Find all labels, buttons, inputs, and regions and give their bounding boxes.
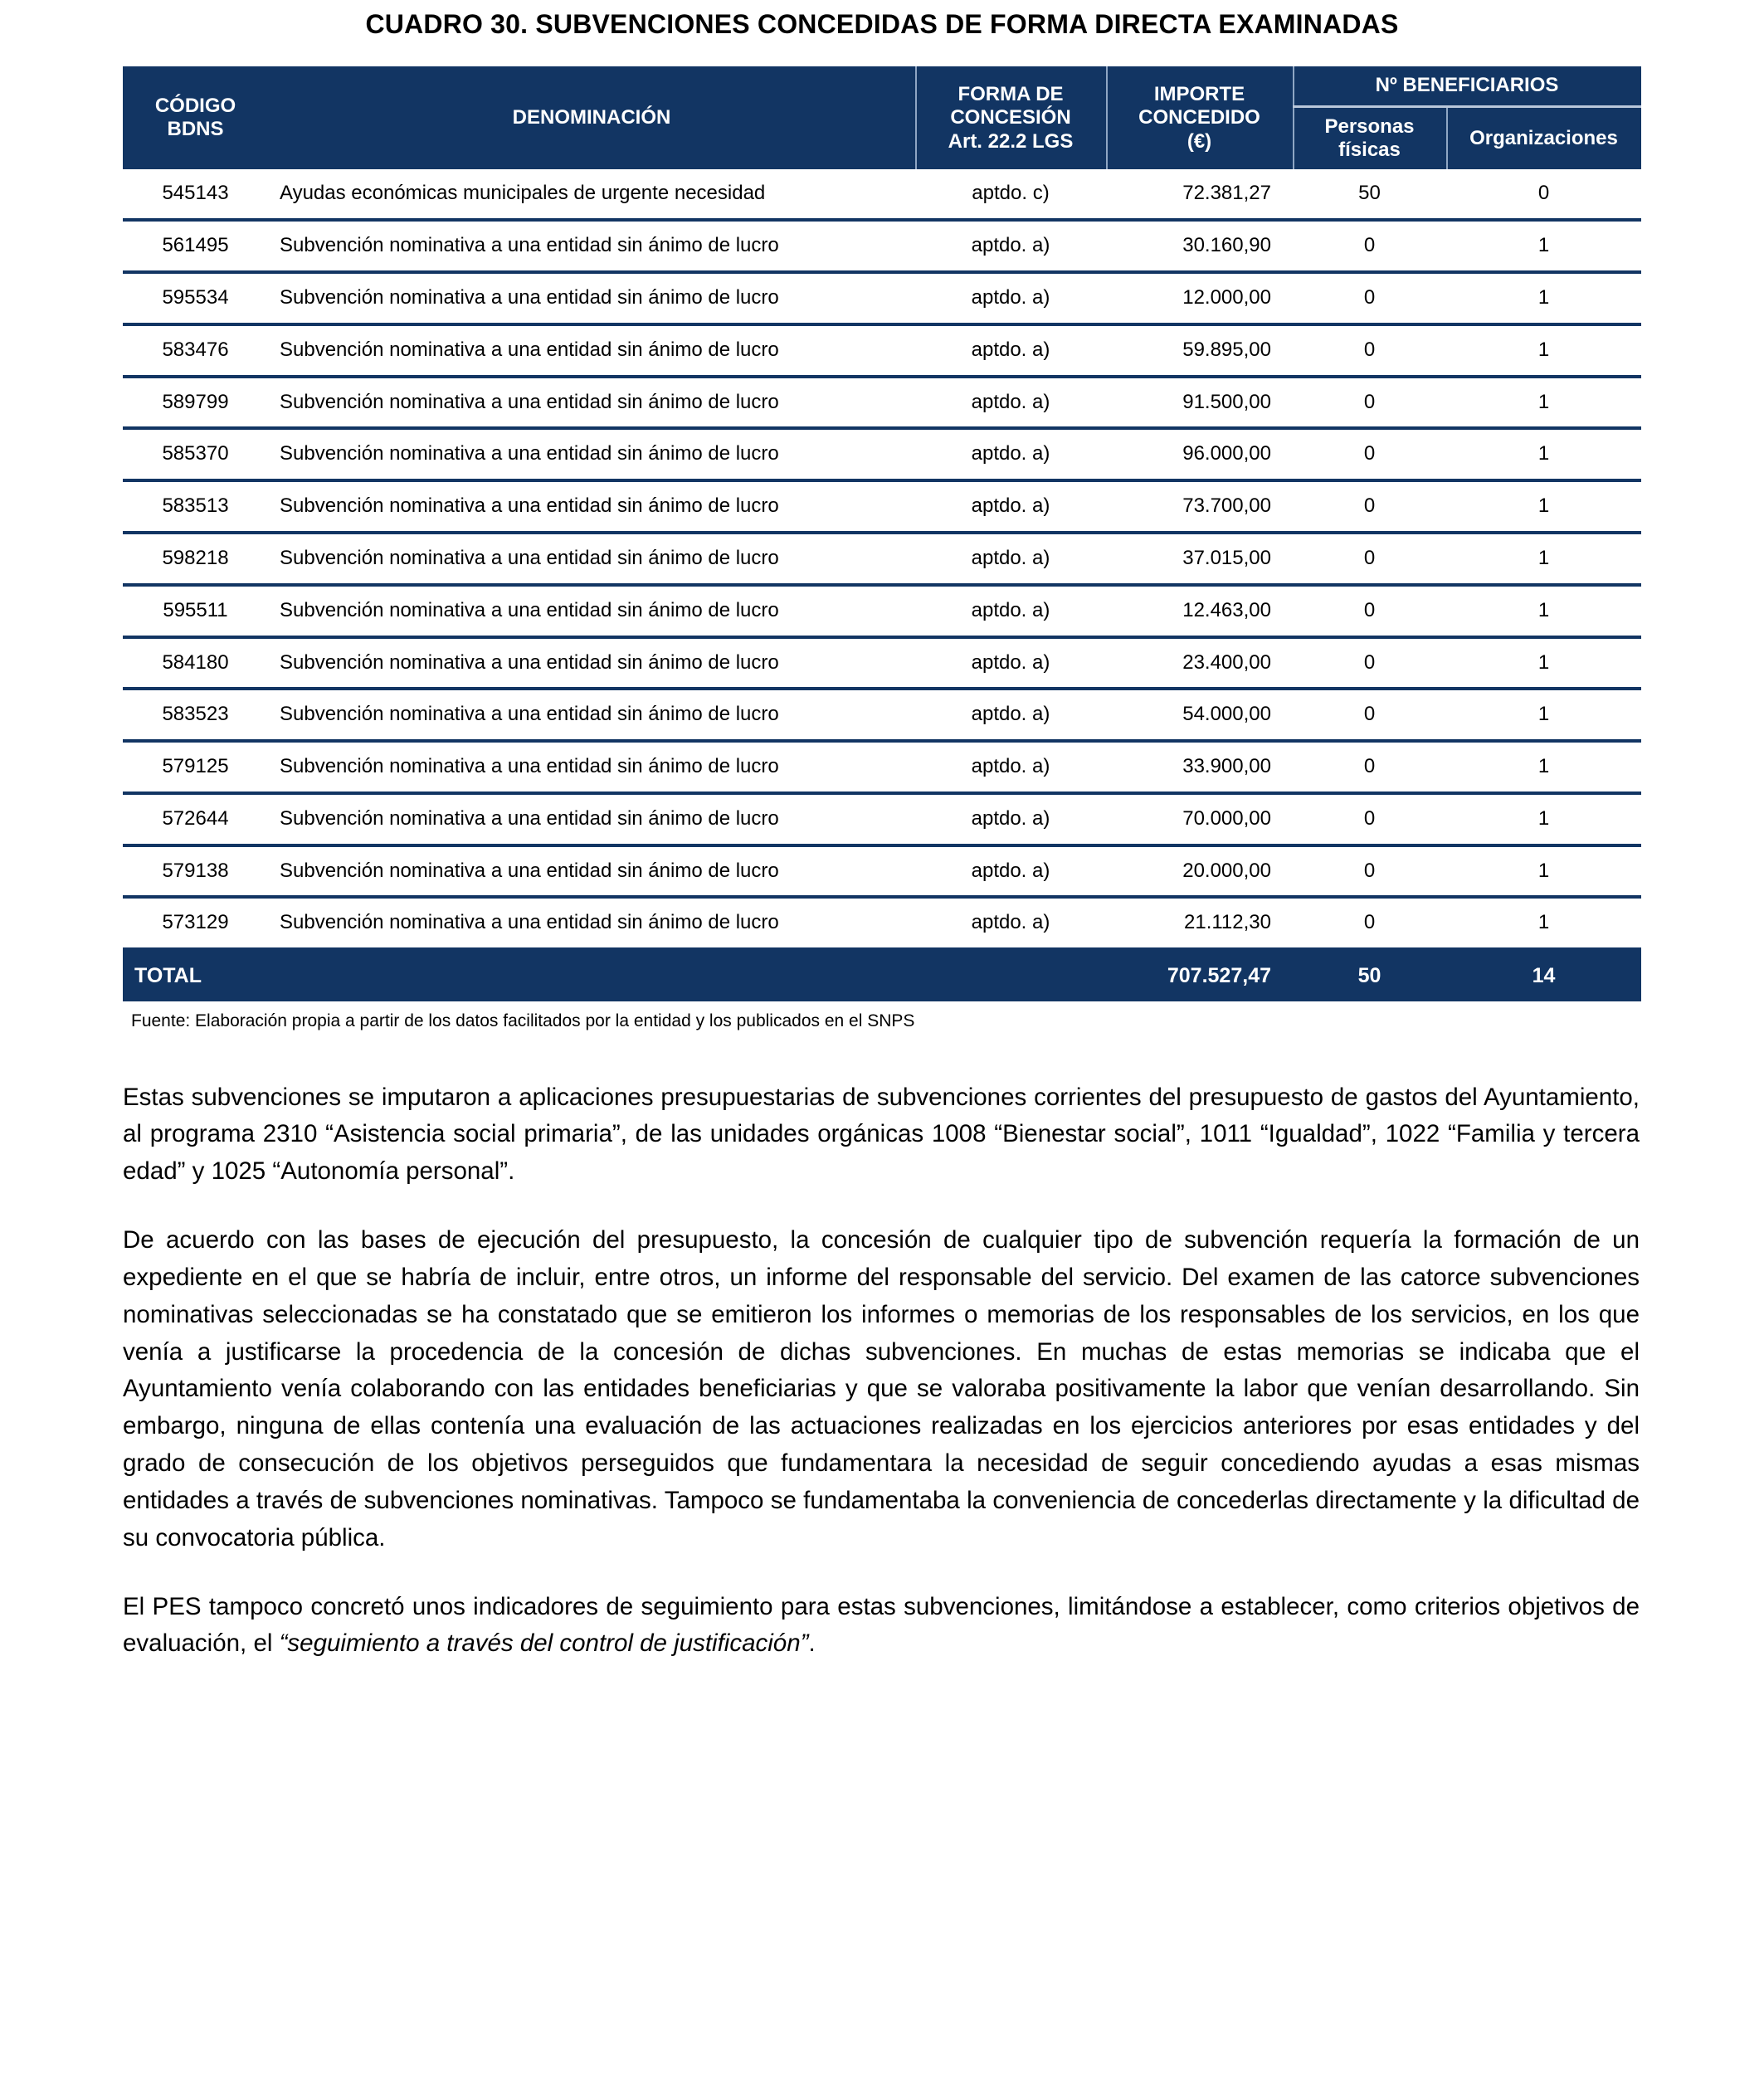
row-personas-fisicas: 0 bbox=[1293, 533, 1446, 585]
row-codigo: 583513 bbox=[123, 480, 268, 533]
row-organizaciones: 0 bbox=[1446, 169, 1641, 220]
row-forma-concesion: aptdo. a) bbox=[915, 897, 1106, 949]
row-importe: 37.015,00 bbox=[1106, 533, 1293, 585]
col-header-importe-line1: IMPORTE bbox=[1153, 82, 1245, 105]
row-organizaciones: 1 bbox=[1446, 689, 1641, 741]
row-codigo: 579125 bbox=[123, 741, 268, 793]
row-codigo: 589799 bbox=[123, 377, 268, 429]
row-importe: 33.900,00 bbox=[1106, 741, 1293, 793]
row-personas-fisicas: 0 bbox=[1293, 377, 1446, 429]
row-forma-concesion: aptdo. a) bbox=[915, 220, 1106, 272]
row-organizaciones: 1 bbox=[1446, 377, 1641, 429]
table-header bbox=[123, 66, 1641, 169]
row-importe: 54.000,00 bbox=[1106, 689, 1293, 741]
table-row bbox=[123, 220, 1641, 272]
total-personas-fisicas: 50 bbox=[1293, 949, 1446, 1001]
col-header-codigo-bdns bbox=[123, 66, 268, 169]
col-header-denominacion: DENOMINACIÓN bbox=[268, 66, 915, 169]
row-codigo: 579138 bbox=[123, 845, 268, 898]
cuadro-30-table-container bbox=[123, 66, 1640, 1001]
row-denominacion: Subvención nominativa a una entidad sin ánimo de lucro bbox=[268, 897, 915, 949]
row-forma-concesion: aptdo. a) bbox=[915, 324, 1106, 377]
col-header-importe-concedido bbox=[1106, 66, 1293, 169]
row-personas-fisicas: 0 bbox=[1293, 220, 1446, 272]
row-codigo: 583476 bbox=[123, 324, 268, 377]
row-denominacion: Subvención nominativa a una entidad sin ánimo de lucro bbox=[268, 689, 915, 741]
row-personas-fisicas: 0 bbox=[1293, 272, 1446, 324]
col-header-forma-line3: Art. 22.2 LGS bbox=[948, 129, 1074, 153]
col-header-personas-fisicas bbox=[1293, 106, 1446, 169]
row-importe: 96.000,00 bbox=[1106, 428, 1293, 480]
row-organizaciones: 1 bbox=[1446, 324, 1641, 377]
row-organizaciones: 1 bbox=[1446, 220, 1641, 272]
row-organizaciones: 1 bbox=[1446, 585, 1641, 637]
row-denominacion: Subvención nominativa a una entidad sin ánimo de lucro bbox=[268, 220, 915, 272]
row-denominacion: Ayudas económicas municipales de urgente necesidad bbox=[268, 169, 915, 220]
table-row bbox=[123, 428, 1641, 480]
table-row bbox=[123, 845, 1641, 898]
row-codigo: 573129 bbox=[123, 897, 268, 949]
row-forma-concesion: aptdo. a) bbox=[915, 637, 1106, 689]
row-codigo: 583523 bbox=[123, 689, 268, 741]
paragraph-1: Estas subvenciones se imputaron a aplicaciones presupuestarias de subvenciones corrientes del presupuesto de gastos del Ayuntamiento, al programa 2310 “Asistencia social primaria”, de las unidades orgánicas 1008 “Bienestar social”, 1011 “Igualdad”, 1022 “Familia y tercera edad” y 1025 “Autonomía personal”. bbox=[123, 1083, 1640, 1186]
row-forma-concesion: aptdo. a) bbox=[915, 533, 1106, 585]
row-forma-concesion: aptdo. a) bbox=[915, 480, 1106, 533]
col-header-personas-line1: Personas bbox=[1324, 114, 1415, 138]
paragraph-3 bbox=[123, 1589, 1640, 1663]
row-importe: 59.895,00 bbox=[1106, 324, 1293, 377]
table-row bbox=[123, 377, 1641, 429]
total-importe: 707.527,47 bbox=[1106, 949, 1293, 1001]
row-organizaciones: 1 bbox=[1446, 845, 1641, 898]
col-header-forma-line2: CONCESIÓN bbox=[950, 106, 1071, 129]
paragraph-2: De acuerdo con las bases de ejecución del presupuesto, la concesión de cualquier tipo de subvención requería la formación de un expediente en el que se habría de incluir, entre otros, un informe del responsable del servicio. Del examen de las catorce subvenciones nominativas seleccionadas se ha constatado que se emitieron los informes o memorias de los responsables de los servicios, en los que venía a justificarse la procedencia de la concesión de dichas subvenciones. En muchas de estas memorias se indicaba que el Ayuntamiento venía colaborando con las entidades beneficiarias y que se valoraba positivamente la labor que venían desarrollando. Sin embargo, ninguna de ellas contenía una evaluación de las actuaciones realizadas en los ejercicios anteriores por esas entidades y del grado de consecución de los objetivos perseguidos que fundamentara la necesidad de seguir concediendo ayudas a esas mismas entidades a través de subvenciones nominativas. Tampoco se fundamentaba la conveniencia de concederlas directamente y la dificultad de su convocatoria pública. bbox=[123, 1226, 1640, 1551]
table-row bbox=[123, 741, 1641, 793]
table-row bbox=[123, 793, 1641, 845]
row-forma-concesion: aptdo. a) bbox=[915, 793, 1106, 845]
row-codigo: 584180 bbox=[123, 637, 268, 689]
row-personas-fisicas: 0 bbox=[1293, 480, 1446, 533]
row-personas-fisicas: 50 bbox=[1293, 169, 1446, 220]
row-importe: 72.381,27 bbox=[1106, 169, 1293, 220]
col-header-personas-line2: físicas bbox=[1338, 139, 1401, 162]
row-forma-concesion: aptdo. a) bbox=[915, 428, 1106, 480]
row-organizaciones: 1 bbox=[1446, 272, 1641, 324]
table-body bbox=[123, 169, 1641, 949]
row-importe: 20.000,00 bbox=[1106, 845, 1293, 898]
row-organizaciones: 1 bbox=[1446, 897, 1641, 949]
table-header-row-1 bbox=[123, 66, 1641, 106]
col-header-organizaciones: Organizaciones bbox=[1446, 106, 1641, 169]
row-importe: 12.463,00 bbox=[1106, 585, 1293, 637]
row-organizaciones: 1 bbox=[1446, 637, 1641, 689]
row-codigo: 595534 bbox=[123, 272, 268, 324]
row-importe: 30.160,90 bbox=[1106, 220, 1293, 272]
row-codigo: 561495 bbox=[123, 220, 268, 272]
row-importe: 73.700,00 bbox=[1106, 480, 1293, 533]
table-row bbox=[123, 585, 1641, 637]
row-organizaciones: 1 bbox=[1446, 533, 1641, 585]
row-importe: 12.000,00 bbox=[1106, 272, 1293, 324]
row-denominacion: Subvención nominativa a una entidad sin ánimo de lucro bbox=[268, 533, 915, 585]
row-personas-fisicas: 0 bbox=[1293, 741, 1446, 793]
row-denominacion: Subvención nominativa a una entidad sin ánimo de lucro bbox=[268, 585, 915, 637]
table-total-row bbox=[123, 949, 1641, 1001]
row-denominacion: Subvención nominativa a una entidad sin ánimo de lucro bbox=[268, 741, 915, 793]
col-header-forma-line1: FORMA DE bbox=[958, 82, 1064, 105]
row-forma-concesion: aptdo. a) bbox=[915, 585, 1106, 637]
row-forma-concesion: aptdo. a) bbox=[915, 272, 1106, 324]
paragraph-3-after: . bbox=[808, 1629, 816, 1658]
row-denominacion: Subvención nominativa a una entidad sin ánimo de lucro bbox=[268, 377, 915, 429]
row-organizaciones: 1 bbox=[1446, 428, 1641, 480]
row-personas-fisicas: 0 bbox=[1293, 689, 1446, 741]
table-row bbox=[123, 169, 1641, 220]
paragraph-3-italic-quote: “seguimiento a través del control de justificación” bbox=[279, 1629, 809, 1658]
col-header-num-beneficiarios: Nº BENEFICIARIOS bbox=[1293, 66, 1641, 106]
row-codigo: 545143 bbox=[123, 169, 268, 220]
table-source-note: Fuente: Elaboración propia a partir de los datos facilitados por la entidad y los publicados en el SNPS bbox=[131, 1011, 915, 1031]
table-row bbox=[123, 637, 1641, 689]
total-organizaciones: 14 bbox=[1446, 949, 1641, 1001]
col-header-forma-concesion bbox=[915, 66, 1106, 169]
body-text bbox=[123, 1079, 1640, 1663]
row-personas-fisicas: 0 bbox=[1293, 637, 1446, 689]
row-codigo: 595511 bbox=[123, 585, 268, 637]
table-row bbox=[123, 480, 1641, 533]
row-forma-concesion: aptdo. c) bbox=[915, 169, 1106, 220]
table-footer bbox=[123, 949, 1641, 1001]
row-codigo: 572644 bbox=[123, 793, 268, 845]
col-header-codigo-line2: BDNS bbox=[167, 118, 224, 141]
row-forma-concesion: aptdo. a) bbox=[915, 689, 1106, 741]
row-denominacion: Subvención nominativa a una entidad sin ánimo de lucro bbox=[268, 324, 915, 377]
row-denominacion: Subvención nominativa a una entidad sin ánimo de lucro bbox=[268, 637, 915, 689]
row-forma-concesion: aptdo. a) bbox=[915, 845, 1106, 898]
row-denominacion: Subvención nominativa a una entidad sin ánimo de lucro bbox=[268, 845, 915, 898]
row-importe: 21.112,30 bbox=[1106, 897, 1293, 949]
row-personas-fisicas: 0 bbox=[1293, 845, 1446, 898]
row-personas-fisicas: 0 bbox=[1293, 585, 1446, 637]
row-personas-fisicas: 0 bbox=[1293, 428, 1446, 480]
row-personas-fisicas: 0 bbox=[1293, 897, 1446, 949]
row-importe: 70.000,00 bbox=[1106, 793, 1293, 845]
table-row bbox=[123, 533, 1641, 585]
table-row bbox=[123, 689, 1641, 741]
row-organizaciones: 1 bbox=[1446, 793, 1641, 845]
col-header-codigo-line1: CÓDIGO bbox=[154, 95, 236, 118]
row-importe: 23.400,00 bbox=[1106, 637, 1293, 689]
row-denominacion: Subvención nominativa a una entidad sin ánimo de lucro bbox=[268, 480, 915, 533]
row-personas-fisicas: 0 bbox=[1293, 793, 1446, 845]
col-header-importe-line2: CONCEDIDO bbox=[1138, 106, 1260, 129]
table-row bbox=[123, 324, 1641, 377]
row-forma-concesion: aptdo. a) bbox=[915, 377, 1106, 429]
row-denominacion: Subvención nominativa a una entidad sin ánimo de lucro bbox=[268, 793, 915, 845]
subvenciones-table bbox=[123, 66, 1641, 1001]
page-title: CUADRO 30. SUBVENCIONES CONCEDIDAS DE FORMA DIRECTA EXAMINADAS bbox=[365, 9, 1399, 39]
row-importe: 91.500,00 bbox=[1106, 377, 1293, 429]
col-header-importe-line3: (€) bbox=[1187, 129, 1212, 153]
row-codigo: 598218 bbox=[123, 533, 268, 585]
row-denominacion: Subvención nominativa a una entidad sin ánimo de lucro bbox=[268, 272, 915, 324]
table-row bbox=[123, 272, 1641, 324]
paragraph-3-before: El PES tampoco concretó unos indicadores de seguimiento para estas subvenciones, limitándose a establecer, como criterios objetivos de evaluación, el bbox=[123, 1592, 1640, 1658]
table-row bbox=[123, 897, 1641, 949]
row-organizaciones: 1 bbox=[1446, 741, 1641, 793]
row-forma-concesion: aptdo. a) bbox=[915, 741, 1106, 793]
row-organizaciones: 1 bbox=[1446, 480, 1641, 533]
row-denominacion: Subvención nominativa a una entidad sin ánimo de lucro bbox=[268, 428, 915, 480]
row-personas-fisicas: 0 bbox=[1293, 324, 1446, 377]
row-codigo: 585370 bbox=[123, 428, 268, 480]
total-label: TOTAL bbox=[123, 949, 1106, 1001]
